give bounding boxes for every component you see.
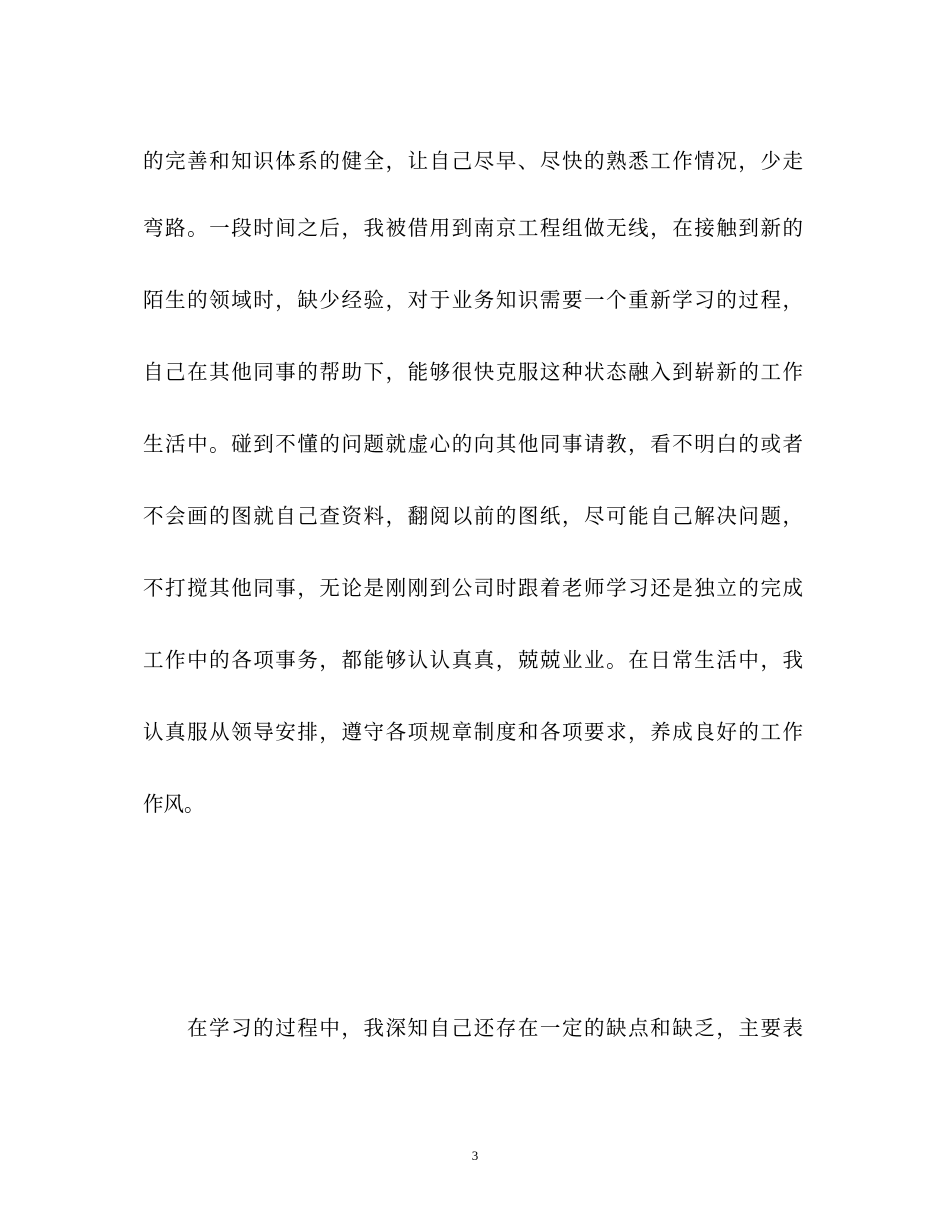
paragraph-line: 自己在其他同事的帮助下，能够很快克服这种状态融入到崭新的工作 — [143, 360, 803, 384]
paragraph-2-first-line: 在学习的过程中，我深知自己还存在一定的缺点和缺乏，主要表 — [187, 1016, 803, 1040]
paragraph-line: 陌生的领域时，缺少经验，对于业务知识需要一个重新学习的过程， — [143, 288, 803, 312]
paragraph-line: 的完善和知识体系的健全，让自己尽早、尽快的熟悉工作情况，少走 — [143, 149, 803, 173]
paragraph-line: 工作中的各项事务，都能够认认真真，兢兢业业。在日常生活中，我 — [143, 648, 803, 672]
paragraph-line: 认真服从领导安排，遵守各项规章制度和各项要求，养成良好的工作 — [143, 720, 803, 744]
paragraph-last-line: 作风。 — [143, 792, 205, 816]
paragraph-line: 弯路。一段时间之后，我被借用到南京工程组做无线，在接触到新的 — [143, 216, 803, 240]
paragraph-line: 不打搅其他同事，无论是刚刚到公司时跟着老师学习还是独立的完成 — [143, 576, 803, 600]
page-number: 3 — [471, 1148, 479, 1163]
paragraph-line: 不会画的图就自己查资料，翻阅以前的图纸，尽可能自己解决问题， — [143, 504, 803, 528]
paragraph-line: 生活中。碰到不懂的问题就虚心的向其他同事请教，看不明白的或者 — [143, 432, 803, 456]
